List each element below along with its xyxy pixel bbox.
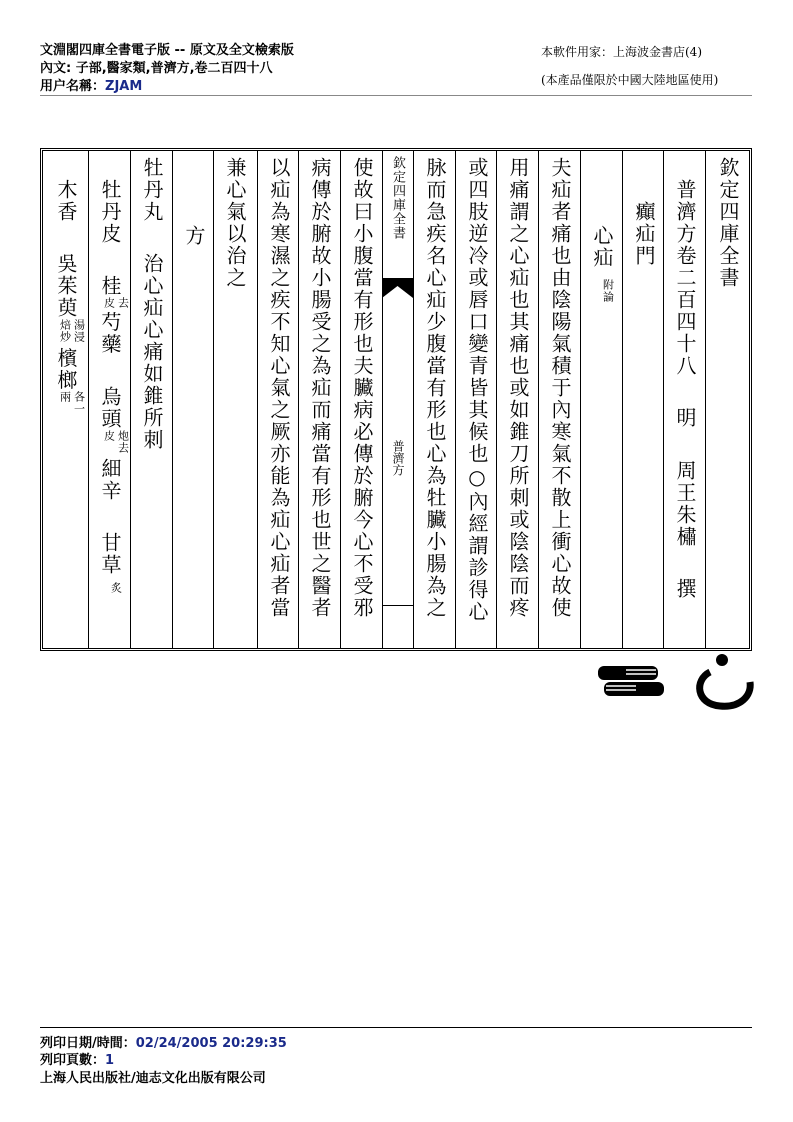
books-logo-icon — [596, 662, 666, 700]
text-column: 使故曰小腹當有形也夫臟病必傳於腑今心不受邪 — [350, 157, 374, 619]
text-column: 用痛謂之心疝也其痛也或如錐刀所刺或陰陰而疼 — [506, 157, 530, 619]
print-datetime: 02/24/2005 20:29:35 — [135, 1036, 287, 1051]
user-name-line — [40, 75, 142, 94]
print-pages-label: 列印頁數： — [40, 1053, 106, 1068]
ingredient: 甘草 — [98, 532, 122, 577]
strip-book-title: 普濟方 — [391, 440, 405, 476]
collection-title: 欽定四庫全書 — [716, 157, 740, 289]
print-datetime-label: 列印日期/時間： — [40, 1036, 136, 1051]
author: 周王朱橚 — [673, 459, 697, 548]
user-name: ZJAM — [105, 79, 143, 94]
subsection-text: 心疝 — [590, 225, 614, 269]
print-pages: 1 — [105, 1053, 115, 1068]
strip-divider — [382, 605, 413, 606]
subsection-title — [581, 225, 623, 715]
section-title: 癲疝門 — [632, 201, 656, 267]
user-label: 用户名稱： — [40, 79, 106, 94]
content-path-value: 子部,醫家類,普濟方,卷二百四十八 — [75, 61, 273, 76]
recipe-title — [131, 157, 173, 647]
annotation: 各一兩 — [58, 391, 86, 416]
text-column — [664, 157, 706, 647]
annotation: 炙 — [109, 582, 123, 595]
ingredient: 桂 — [98, 275, 122, 298]
content-label: 內文: — [40, 61, 72, 76]
licensee: 本軟件用家：上海波金書店(4) — [541, 45, 702, 59]
ingredient: 細辛 — [98, 457, 122, 502]
footer-divider — [40, 1027, 752, 1028]
ingredient: 木香 — [54, 179, 78, 223]
text-column — [707, 157, 749, 647]
center-strip — [382, 150, 413, 649]
text-column: 或四肢逆冷或唇口變青皆其候也○內經謂診得心 — [465, 157, 489, 623]
recipe-name: 牡丹丸 — [140, 157, 164, 223]
content-path — [40, 57, 273, 76]
recipe-heading: 方 — [182, 225, 206, 247]
strip-title: 欽定四庫全書 — [390, 156, 405, 240]
header-divider — [40, 95, 752, 96]
publisher-logo-icon — [690, 652, 756, 712]
ingredient: 烏頭 — [98, 385, 122, 430]
ingredients-column — [45, 179, 87, 669]
volume-title: 普濟方卷二百四十八 — [673, 179, 697, 377]
annotation: 炮去皮 — [102, 429, 130, 454]
header-title: 文淵閣四庫全書電子版 -- 原文及全文檢索版 — [40, 43, 294, 58]
annotation: 湯浸焙炒 — [58, 319, 86, 344]
dynasty: 明 — [673, 407, 697, 430]
ingredient: 芍藥 — [98, 311, 122, 356]
text-column: 以疝為寒濕之疾不知心氣之厥亦能為疝心疝者當 — [267, 157, 291, 619]
text-column: 夫疝者痛也由陰陽氣積于內寒氣不散上衝心故使 — [548, 157, 572, 619]
compiled-by: 撰 — [673, 578, 697, 601]
recipe-indication: 治心疝心痛如錐所刺 — [140, 253, 164, 452]
ingredient: 吳茱萸 — [54, 253, 78, 320]
text-column: 兼心氣以治之 — [223, 157, 247, 289]
text-column: 脉而急疾名心疝少腹當有形也心為牡臟小腸為之 — [423, 157, 447, 619]
annotation: 去皮 — [102, 297, 130, 310]
text-column: 病傳於腑故小腸受之為疝而痛當有形也世之醫者 — [308, 157, 332, 619]
annotation: 附論 — [601, 279, 615, 303]
publisher: 上海人民出版社/迪志文化出版有限公司 — [40, 1071, 266, 1086]
restriction-note: (本產品僅限於中國大陸地區使用) — [541, 73, 719, 87]
ingredients-column — [89, 179, 131, 669]
fishtail-icon — [382, 278, 413, 298]
ingredient: 檳榔 — [54, 347, 78, 392]
print-pages-line — [40, 1049, 114, 1068]
ingredient: 牡丹皮 — [98, 179, 122, 245]
